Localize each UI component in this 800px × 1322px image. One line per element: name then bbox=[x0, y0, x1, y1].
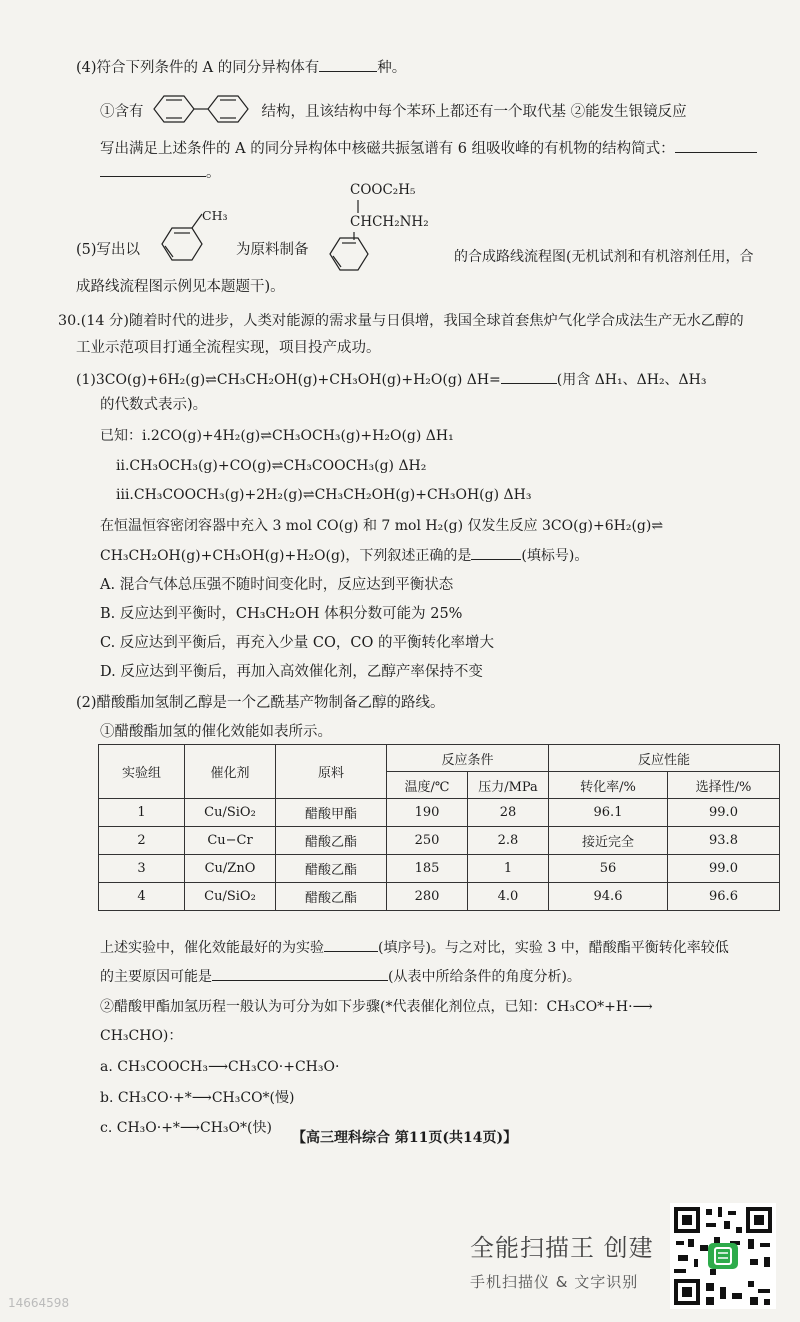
followup-2-prefix: 的主要原因可能是 bbox=[100, 969, 212, 985]
q29-5-line2-text: 成路线流程图示例见本题题干)。 bbox=[76, 279, 285, 295]
q30-condition bbox=[100, 516, 663, 536]
answer-blank[interactable] bbox=[471, 545, 521, 560]
q29-5-line2 bbox=[76, 277, 285, 297]
step-a bbox=[100, 1057, 339, 1077]
mechanism-intro-line2 bbox=[100, 1026, 182, 1046]
cell-conversion: 56 bbox=[549, 855, 668, 883]
header-catalyst: 催化剂 bbox=[185, 745, 276, 799]
cell-temp: 280 bbox=[387, 883, 468, 911]
q29-4-condition-1 bbox=[100, 102, 687, 122]
header-temp: 温度/℃ bbox=[387, 772, 468, 799]
step-c-text: c. CH₃O·+*⟶CH₃O*(快) bbox=[100, 1120, 272, 1136]
q29-5-tail bbox=[454, 247, 753, 267]
cell-temp: 250 bbox=[387, 827, 468, 855]
cell-group: 3 bbox=[99, 855, 185, 883]
q29-5-question bbox=[76, 240, 140, 260]
scanner-subtitle: 手机扫描仪 & 文字识别 bbox=[470, 1273, 639, 1291]
q30-2-text: (2)醋酸酯加氢制乙醇是一个乙酰基产物制备乙醇的路线。 bbox=[76, 695, 445, 711]
cell-selectivity: 93.8 bbox=[668, 827, 780, 855]
q30-condition-line2 bbox=[100, 545, 588, 566]
q30-intro-1: 30.(14 分)随着时代的进步，人类对能源的需求量与日俱增，我国全球首套焦炉气化学合成法生产无水乙醇的 bbox=[58, 313, 744, 329]
q30-1-equation: (1)3CO(g)+6H₂(g)⇌CH₃CH₂OH(g)+CH₃OH(g)+H₂O(g) ΔH= bbox=[76, 372, 501, 388]
header-raw: 原料 bbox=[276, 745, 387, 799]
header-pressure: 压力/MPa bbox=[468, 772, 549, 799]
q29-4-suffix: 种。 bbox=[377, 60, 407, 76]
biphenyl-structure bbox=[144, 102, 262, 122]
cell-group: 2 bbox=[99, 827, 185, 855]
mechanism-intro bbox=[100, 997, 653, 1017]
condition-text-2: CH₃CH₂OH(g)+CH₃OH(g)+H₂O(g)，下列叙述正确的是 bbox=[100, 548, 472, 564]
q30-intro-2: 工业示范项目打通全流程实现，项目投产成功。 bbox=[76, 340, 381, 356]
cell-pressure: 1 bbox=[468, 855, 549, 883]
q30-2-question bbox=[76, 693, 445, 713]
known-3-text: ⅲ.CH₃COOCH₃(g)+2H₂(g)⇌CH₃CH₂OH(g)+CH₃OH(g) ΔH₃ bbox=[116, 487, 532, 503]
cell-catalyst: Cu/ZnO bbox=[185, 855, 276, 883]
step-c bbox=[100, 1118, 272, 1138]
header-performance: 反应性能 bbox=[549, 745, 780, 772]
q30-intro-line2 bbox=[76, 338, 381, 358]
amine-chain-label: CHCH₂NH₂ bbox=[350, 214, 429, 230]
answer-blank[interactable] bbox=[501, 369, 557, 384]
followup-1-prefix: 上述实验中，催化效能最好的为实验 bbox=[100, 940, 324, 956]
q29-4-condition-2 bbox=[100, 138, 757, 159]
table-row bbox=[99, 855, 780, 883]
cell-conversion: 94.6 bbox=[549, 883, 668, 911]
q29-4-text: (4)符合下列条件的 A 的同分异构体有 bbox=[76, 60, 320, 76]
q30-1-suffix: (用含 ΔH₁、ΔH₂、ΔH₃ bbox=[556, 372, 707, 388]
option-a-text: A. 混合气体总压强不随时间变化时，反应达到平衡状态 bbox=[100, 577, 454, 593]
cell-pressure: 2.8 bbox=[468, 827, 549, 855]
cell-temp: 190 bbox=[387, 799, 468, 827]
option-c bbox=[100, 633, 494, 653]
cell-selectivity: 99.0 bbox=[668, 799, 780, 827]
step-b-text: b. CH₃CO·+*⟶CH₃CO*(慢) bbox=[100, 1090, 295, 1106]
option-b-text: B. 反应达到平衡时，CH₃CH₂OH 体积分数可能为 25% bbox=[100, 606, 463, 622]
qr-code-icon bbox=[670, 1203, 776, 1309]
header-group: 实验组 bbox=[99, 745, 185, 799]
cell-pressure: 28 bbox=[468, 799, 549, 827]
scanner-title: 全能扫描王 创建 bbox=[470, 1234, 654, 1262]
q30-1-line2 bbox=[100, 395, 207, 415]
known-reaction-2 bbox=[116, 456, 426, 476]
q29-5-mid-text: 为原料制备 bbox=[236, 242, 309, 258]
option-d-text: D. 反应达到平衡后，再加入高效催化剂，乙醇产率保持不变 bbox=[100, 664, 483, 680]
option-c-text: C. 反应达到平衡后，再充入少量 CO，CO 的平衡转化率增大 bbox=[100, 635, 494, 651]
q30-intro bbox=[58, 311, 744, 331]
cell-selectivity: 96.6 bbox=[668, 883, 780, 911]
option-a bbox=[100, 575, 453, 595]
q30-1-question bbox=[76, 369, 707, 390]
condition-1-prefix: ①含有 bbox=[100, 104, 144, 120]
cell-raw: 醋酸乙酯 bbox=[276, 827, 387, 855]
answer-blank[interactable] bbox=[675, 138, 757, 153]
page-footer: 【高三理科综合 第11页(共14页)】 bbox=[292, 1130, 518, 1146]
cell-temp: 185 bbox=[387, 855, 468, 883]
ester-group-label: COOC₂H₅ bbox=[350, 182, 416, 198]
header-conditions: 反应条件 bbox=[387, 745, 549, 772]
cell-conversion: 96.1 bbox=[549, 799, 668, 827]
step-b bbox=[100, 1088, 294, 1108]
methyl-label: CH₃ bbox=[202, 208, 228, 223]
condition-1-suffix: 结构，且该结构中每个苯环上都还有一个取代基 ②能发生银镜反应 bbox=[261, 104, 687, 120]
product-structure bbox=[320, 180, 460, 276]
table-row bbox=[99, 827, 780, 855]
q29-5-mid bbox=[236, 240, 309, 260]
period: 。 bbox=[206, 165, 221, 181]
q29-5-prefix: (5)写出以 bbox=[76, 242, 141, 258]
cell-group: 4 bbox=[99, 883, 185, 911]
header-selectivity: 选择性/% bbox=[668, 772, 780, 799]
q29-4-line3 bbox=[100, 162, 221, 183]
mechanism-intro-text-2: CH₃CHO)： bbox=[100, 1028, 183, 1044]
table-header-row bbox=[99, 745, 780, 772]
answer-blank[interactable] bbox=[319, 57, 377, 72]
scanner-watermark bbox=[470, 1228, 654, 1292]
cell-selectivity: 99.0 bbox=[668, 855, 780, 883]
toluene-structure bbox=[148, 206, 228, 276]
table-followup-2 bbox=[100, 966, 581, 987]
cell-catalyst: Cu/SiO₂ bbox=[185, 799, 276, 827]
cell-catalyst: Cu/SiO₂ bbox=[185, 883, 276, 911]
cell-pressure: 4.0 bbox=[468, 883, 549, 911]
option-d bbox=[100, 662, 483, 682]
cell-raw: 醋酸甲酯 bbox=[276, 799, 387, 827]
condition-2-text: 写出满足上述条件的 A 的同分异构体中核磁共振氢谱有 6 组吸收峰的有机物的结构简式： bbox=[100, 141, 675, 157]
q30-2-1-text: ①醋酸酯加氢的催化效能如表所示。 bbox=[100, 724, 332, 740]
cell-raw: 醋酸乙酯 bbox=[276, 883, 387, 911]
page-id: 14664598 bbox=[8, 1296, 70, 1310]
table-followup-1 bbox=[100, 937, 729, 958]
mechanism-intro-text: ②醋酸甲酯加氢历程一般认为可分为如下步骤(*代表催化剂位点，已知：CH₃CO*+H·⟶ bbox=[100, 999, 653, 1015]
known-2-text: ⅱ.CH₃OCH₃(g)+CO(g)⇌CH₃COOCH₃(g) ΔH₂ bbox=[116, 458, 427, 474]
answer-blank[interactable] bbox=[324, 937, 378, 952]
cell-group: 1 bbox=[99, 799, 185, 827]
q29-5-suffix: 的合成路线流程图(无机试剂和有机溶剂任用，合 bbox=[454, 249, 754, 265]
known-1-text: 已知：ⅰ.2CO(g)+4H₂(g)⇌CH₃OCH₃(g)+H₂O(g) ΔH₁ bbox=[100, 428, 454, 444]
condition-text-1: 在恒温恒容密闭容器中充入 3 mol CO(g) 和 7 mol H₂(g) 仅发生反应 3CO(g)+6H₂(g)⇌ bbox=[100, 518, 664, 534]
option-b bbox=[100, 604, 462, 624]
header-conversion: 转化率/% bbox=[549, 772, 668, 799]
catalyst-table bbox=[98, 744, 780, 911]
known-reaction-1 bbox=[100, 426, 454, 446]
cell-conversion: 接近完全 bbox=[549, 827, 668, 855]
table-row bbox=[99, 883, 780, 911]
cell-catalyst: Cu−Cr bbox=[185, 827, 276, 855]
answer-blank[interactable] bbox=[100, 162, 206, 177]
followup-2-suffix: (从表中所给条件的角度分析)。 bbox=[388, 969, 581, 985]
followup-1-suffix: (填序号)。与之对比，实验 3 中，醋酸酯平衡转化率较低 bbox=[378, 940, 729, 956]
cell-raw: 醋酸乙酯 bbox=[276, 855, 387, 883]
q29-4-question bbox=[76, 57, 406, 78]
step-a-text: a. CH₃COOCH₃⟶CH₃CO·+CH₃O· bbox=[100, 1059, 340, 1075]
q30-2-1 bbox=[100, 722, 332, 742]
known-reaction-3 bbox=[116, 485, 531, 505]
q30-1-line2-text: 的代数式表示)。 bbox=[100, 397, 208, 413]
condition-suffix: (填标号)。 bbox=[521, 548, 589, 564]
answer-blank[interactable] bbox=[212, 966, 388, 981]
table-row bbox=[99, 799, 780, 827]
